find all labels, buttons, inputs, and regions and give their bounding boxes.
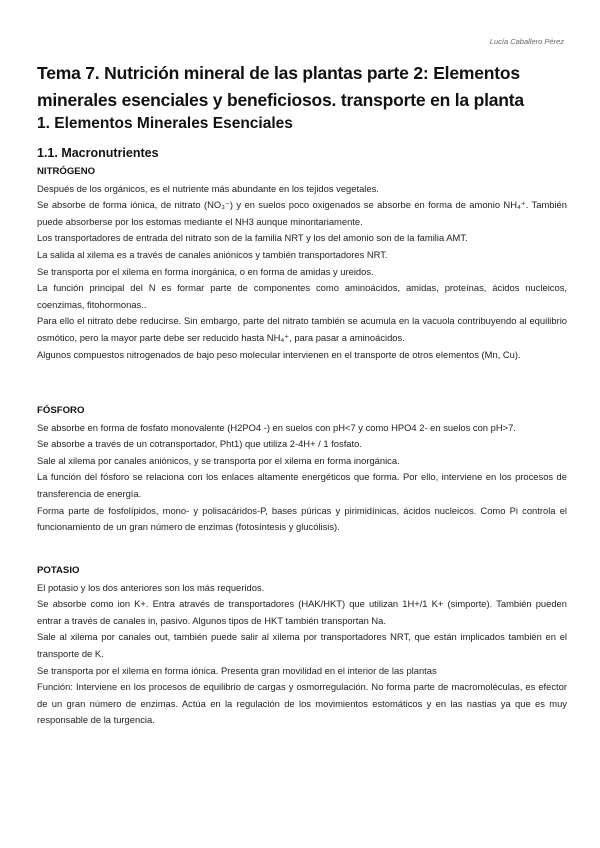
section-nitrogeno: [37, 164, 567, 363]
paragraph: Función: Interviene en los procesos de equilibrio de cargas y osmorregulación. No forma parte de macromoléculas, es efector de un gran número de enzimas. Actúa en la regulación de los movimientos estomáticos y en las nastias ya que es muy responsable de la turgencia.: [37, 681, 567, 726]
paragraph: Los transportadores de entrada del nitrato son de la familia NRT y los del amonio son de la familia AMT.: [37, 232, 468, 244]
paragraph: La función principal del N es formar parte de componentes como aminoácidos, amidas, proteínas, ácidos nucleicos, coenzimas, fitohormonas..: [37, 282, 567, 310]
section-potasio: [37, 563, 567, 729]
paragraph: Sale al xilema por canales aniónicos, y se transporta por el xilema en forma inorgánica.: [37, 454, 400, 466]
document-title: Tema 7. Nutrición mineral de las plantas parte 2: Elementos minerales esenciales y beneficiosos. transporte en la planta: [37, 63, 524, 110]
potasio-title: POTASIO: [37, 565, 80, 576]
paragraph: Sale al xilema por canales out, también puede salir al xilema por transportadores NRT, que están implicados también en el transporte de K.: [37, 631, 567, 659]
paragraph: La salida al xilema es a través de canales aniónicos y también transportadores NRT.: [37, 248, 388, 260]
subsection-heading: 1.1. Macronutrientes: [37, 146, 159, 160]
section-heading: 1. Elementos Minerales Esenciales: [37, 115, 293, 132]
paragraph: Forma parte de fosfolípidos, mono- y polisacáridos-P, bases púricas y pirimidínicas, ácidos nucleicos. Como Pi controla el funcionamiento de un gran número de enzimas (fotosíntesis y glucólisis).: [37, 504, 567, 533]
paragraph: Se transporta por el xilema en forma inorgánica, o en forma de amidas y ureidos.: [37, 265, 374, 277]
author-name: Lucía Caballero Pérez: [489, 37, 564, 46]
nitrogeno-title: NITRÓGENO: [37, 166, 96, 177]
section-fosforo: [37, 403, 567, 536]
paragraph: Se absorbe a través de un cotransportador, Pht1) que utiliza 2-4H+ / 1 fosfato.: [37, 438, 362, 450]
paragraph: Se absorbe como ion K+. Entra através de transportadores (HAK/HKT) que utilizan 1H+/1 K+ (simporte). También pueden entrar a través de canales in, pasivo. Algunos tipos de HKT también transportan Na.: [37, 598, 567, 626]
paragraph: Se absorbe de forma iónica, de nitrato (NO₃⁻) y en suelos poco oxigenados se absorbe en forma de amonio NH₄⁺. También puede absorberse por los estomas mediante el NH3 aunque minoritariamente.: [37, 199, 567, 227]
paragraph: Para ello el nitrato debe reducirse. Sin embargo, parte del nitrato también se acumula en la vacuola contribuyendo al equilibrio osmótico, pero la mayor parte debe ser reducido hasta NH₄⁺, para pasar a aminoácidos.: [37, 315, 567, 343]
paragraph: El potasio y los dos anteriores son los más requeridos.: [37, 581, 265, 593]
paragraph: Después de los orgánicos, es el nutriente más abundante en los tejidos vegetales.: [37, 182, 379, 194]
paragraph: La función del fósforo se relaciona con los enlaces altamente energéticos que forma. Por ello, interviene en los procesos de transferencia de energía.: [37, 471, 567, 499]
paragraph: Algunos compuestos nitrogenados de bajo peso molecular intervienen en el transporte de otros elementos (Mn, Cu).: [37, 348, 521, 360]
paragraph: Se transporta por el xilema en forma iónica. Presenta gran movilidad en el interior de las plantas: [37, 664, 437, 676]
paragraph: Se absorbe en forma de fosfato monovalente (H2PO4 -) en suelos con pH<7 y como HPO4 2- en suelos con pH>7.: [37, 421, 516, 433]
fosforo-title: FÓSFORO: [37, 405, 85, 416]
